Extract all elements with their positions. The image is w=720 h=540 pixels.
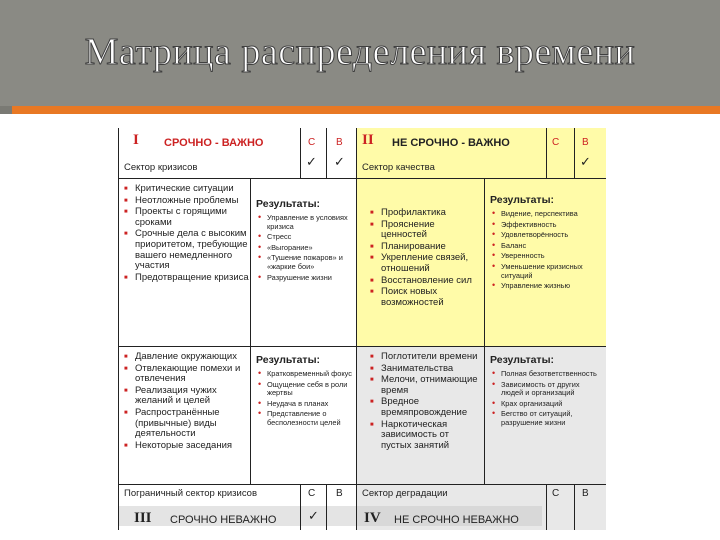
quadrant-title: НЕ СРОЧНО НЕВАЖНО xyxy=(394,514,519,526)
list-item: ■ Мелочи, отнимающие время xyxy=(370,375,482,396)
column-b-label: В xyxy=(336,488,343,499)
check-icon: ✓ xyxy=(580,154,591,169)
quadrant-title: СРОЧНО - ВАЖНО xyxy=(164,137,264,149)
list-item: ■ Реализация чужих желаний и целей xyxy=(124,386,250,407)
quadrant-urgent-unimportant xyxy=(118,346,356,530)
list-item: ■ Прояснение ценностей xyxy=(370,220,482,241)
grid-line xyxy=(250,178,251,346)
grid-line xyxy=(574,128,575,178)
quadrant-number: III xyxy=(134,510,152,526)
results-list xyxy=(492,370,602,430)
list-item: ■ Проекты с горящими сроками xyxy=(124,207,250,228)
column-b-label: В xyxy=(336,137,343,148)
grid-line xyxy=(118,178,606,179)
list-item: • Представление о бесполезности целей xyxy=(258,410,352,427)
list-item: ■ Распространённые (привычные) виды деятельности xyxy=(124,408,250,440)
sector-label: Сектор деградации xyxy=(362,488,448,499)
results-title: Результаты: xyxy=(256,354,321,366)
list-item: ■ Вредное времяпровождение xyxy=(370,397,482,418)
sector-label: Сектор кризисов xyxy=(124,162,198,173)
list-item: • «Выгорание» xyxy=(258,244,350,253)
list-item: • Уверенность xyxy=(492,252,602,261)
grid-line xyxy=(484,346,485,484)
quadrant-title: НЕ СРОЧНО - ВАЖНО xyxy=(392,137,510,149)
accent-stripe xyxy=(0,106,720,114)
results-list xyxy=(258,214,350,284)
accent-stripe-left xyxy=(0,106,12,114)
grid-line xyxy=(118,346,606,347)
grid-line xyxy=(546,484,547,530)
list-item: ■ Некоторые заседания xyxy=(124,441,250,452)
list-item: • Уменьшение кризисных ситуаций xyxy=(492,263,602,280)
results-title: Результаты: xyxy=(256,198,321,210)
slide-title: Матрица распределения времени xyxy=(84,31,636,73)
list-item: • Стресс xyxy=(258,233,350,242)
list-item: • Зависимость от других людей и организаций xyxy=(492,381,602,398)
activities-list xyxy=(124,184,250,284)
quadrant-number: I xyxy=(133,132,139,148)
check-icon: ✓ xyxy=(306,154,317,169)
list-item: ■ Отвлекающие помехи и отвлечения xyxy=(124,364,250,385)
sector-label: Пограничный сектор кризисов xyxy=(124,488,258,499)
list-item: • Крах организаций xyxy=(492,400,602,409)
list-item: ■ Укрепление связей, отношений xyxy=(370,253,482,274)
list-item: • Управление жизнью xyxy=(492,282,602,291)
check-icon: ✓ xyxy=(334,154,345,169)
results-list xyxy=(492,210,602,293)
column-b-label: В xyxy=(582,488,589,499)
grid-line xyxy=(484,178,485,346)
activities-list xyxy=(124,352,250,452)
quadrant-title: СРОЧНО НЕВАЖНО xyxy=(170,514,277,526)
activities-list xyxy=(370,352,482,452)
quadrant-number: II xyxy=(362,132,374,148)
grid-line xyxy=(326,484,327,530)
grid-line xyxy=(546,128,547,178)
list-item: ■ Планирование xyxy=(370,242,482,253)
grid-line xyxy=(118,128,119,530)
grid-line xyxy=(300,128,301,178)
list-item: • Бегство от ситуаций, разрушение жизни xyxy=(492,410,602,427)
activities-list xyxy=(370,208,482,309)
list-item: • Удовлетворённость xyxy=(492,231,602,240)
column-b-label: В xyxy=(582,137,589,148)
column-c-label: С xyxy=(308,137,316,148)
list-item: ■ Занимательства xyxy=(370,364,482,375)
grid-line xyxy=(250,346,251,484)
list-item: • Кратковременный фокус xyxy=(258,370,352,379)
grid-line xyxy=(356,128,357,530)
check-icon: ✓ xyxy=(308,508,319,523)
list-item: ■ Наркотическая зависимость от пустых занятий xyxy=(370,420,482,452)
results-list xyxy=(258,370,352,430)
results-title: Результаты: xyxy=(490,194,555,206)
sector-label: Сектор качества xyxy=(362,162,435,173)
list-item: ■ Предотвращение кризиса xyxy=(124,273,250,284)
column-c-label: С xyxy=(552,137,560,148)
list-item: • Полная безответственность xyxy=(492,370,602,379)
list-item: • Неудача в планах xyxy=(258,400,352,409)
list-item: • Управление в условиях кризиса xyxy=(258,214,350,231)
list-item: • «Тушение пожаров» и «жаркие бои» xyxy=(258,254,350,271)
time-matrix xyxy=(118,128,606,530)
quadrant-not-urgent-important xyxy=(356,128,606,346)
list-item: • Видение, перспектива xyxy=(492,210,602,219)
list-item: • Баланс xyxy=(492,242,602,251)
quadrant-not-urgent-unimportant xyxy=(356,346,606,530)
list-item: ■ Профилактика xyxy=(370,208,482,219)
list-item: ■ Поглотители времени xyxy=(370,352,482,363)
grid-line xyxy=(574,484,575,530)
list-item: ■ Неотложные проблемы xyxy=(124,196,250,207)
quadrant-urgent-important xyxy=(118,128,356,346)
results-title: Результаты: xyxy=(490,354,555,366)
column-c-label: С xyxy=(308,488,316,499)
list-item: ■ Восстановление сил xyxy=(370,276,482,287)
list-item: ■ Поиск новых возможностей xyxy=(370,287,482,308)
grid-line xyxy=(300,484,301,530)
list-item: ■ Давление окружающих xyxy=(124,352,250,363)
quadrant-number: IV xyxy=(364,510,381,526)
list-item: • Разрушение жизни xyxy=(258,274,350,283)
list-item: • Ощущение себя в роли жертвы xyxy=(258,381,352,398)
grid-line xyxy=(326,128,327,178)
list-item: ■ Срочные дела с высоким приоритетом, требующие вашего немедленного участия xyxy=(124,229,250,271)
list-item: • Эффективность xyxy=(492,221,602,230)
grid-line xyxy=(118,484,606,485)
list-item: ■ Критические ситуации xyxy=(124,184,250,195)
column-c-label: С xyxy=(552,488,560,499)
